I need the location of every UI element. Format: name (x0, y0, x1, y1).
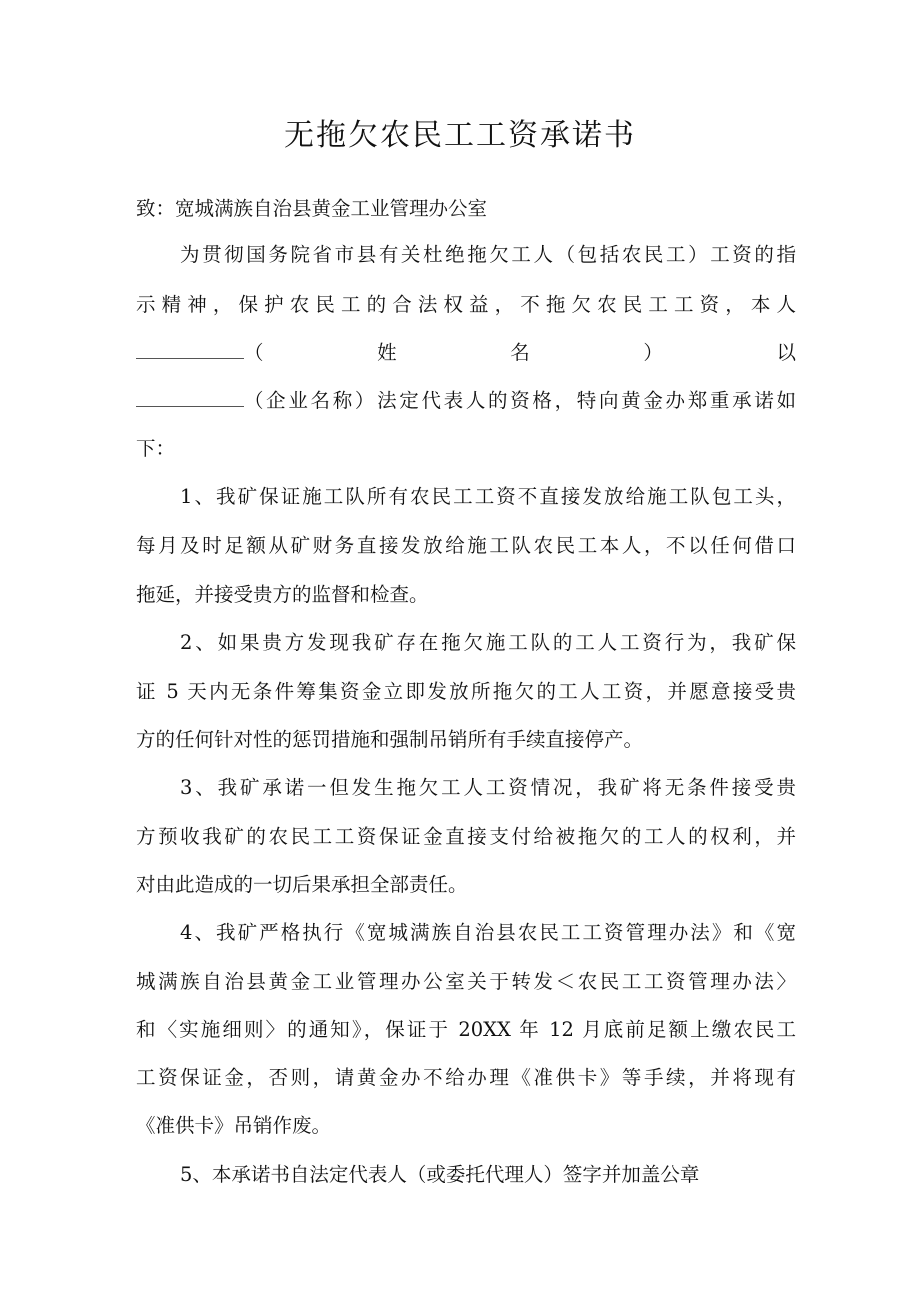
bracket-close: ） (643, 341, 663, 364)
item4-line-1: 4、我矿严格执行《宽城满族自治县农民工工资管理办法》和《宽 (180, 921, 796, 944)
item1-line-1: 1、我矿保证施工队所有农民工工资不直接发放给施工队包工头， (180, 485, 796, 508)
item4-line-5: 《准供卡》吊销作废。 (136, 1114, 332, 1137)
addressee: 致：宽城满族自治县黄金工业管理办公室 (136, 197, 488, 220)
intro-line-2: 示精神，保护农民工的合法权益，不拖欠农民工工资，本人 (136, 293, 796, 316)
name-label-char-2: 名 (510, 341, 530, 364)
item2-line-3: 方的任何针对性的惩罚措施和强制吊销所有手续直接停产。 (136, 728, 644, 751)
item5-line-1: 5、本承诺书自法定代表人（或委托代理人）签字并加盖公章 (180, 1163, 700, 1186)
company-blank (136, 388, 244, 407)
name-blank (136, 340, 244, 359)
intro-line-3 (136, 338, 796, 368)
intro-line-3-end: 以 (776, 341, 796, 364)
item2-line-2: 证 5 天内无条件筹集资金立即发放所拖欠的工人工资，并愿意接受贵 (136, 680, 796, 703)
intro-line-5: 下： (136, 437, 176, 460)
item4-line-4: 工资保证金，否则，请黄金办不给办理《准供卡》等手续，并将现有 (136, 1066, 796, 1089)
intro-line-4 (136, 386, 796, 416)
item3-line-2: 方预收我矿的农民工工资保证金直接支付给被拖欠的工人的权利，并 (136, 825, 796, 848)
item1-line-3: 拖延，并接受贵方的监督和检查。 (136, 583, 429, 606)
name-label-char-1: 姓 (377, 341, 397, 364)
item4-line-3: 和〈实施细则〉的通知》，保证于 20XX 年 12 月底前足额上缴农民工 (136, 1018, 796, 1041)
item3-line-3: 对由此造成的一切后果承担全部责任。 (136, 873, 468, 896)
item3-line-1: 3、我矿承诺一但发生拖欠工人工资情况，我矿将无条件接受贵 (180, 776, 796, 799)
intro-line-1: 为贯彻国务院省市县有关杜绝拖欠工人（包括农民工）工资的指 (180, 243, 796, 266)
item2-line-1: 2、如果贵方发现我矿存在拖欠施工队的工人工资行为，我矿保 (180, 631, 796, 654)
item4-line-2: 城满族自治县黄金工业管理办公室关于转发＜农民工工资管理办法〉 (136, 970, 796, 993)
bracket-open: （ (244, 341, 264, 364)
item1-line-2: 每月及时足额从矿财务直接发放给施工队农民工本人，不以任何借口 (136, 534, 796, 557)
intro-line-4-text: （企业名称）法定代表人的资格，特向黄金办郑重承诺如 (244, 389, 796, 412)
document-title: 无拖欠农民工工资承诺书 (284, 118, 636, 153)
